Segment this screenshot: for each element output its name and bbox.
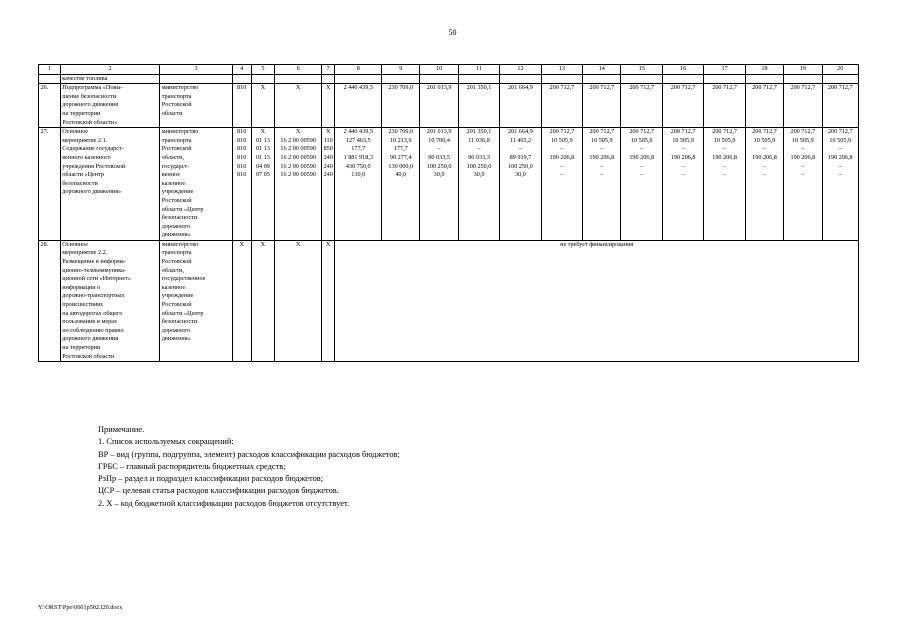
amount-value: – <box>560 162 564 170</box>
rzpr-value: 01 13 <box>255 136 270 144</box>
amount-value: 230 709,0 <box>388 128 414 136</box>
row-number-cell: 27. <box>39 128 61 241</box>
amount-value: – <box>838 162 842 170</box>
column-number-cell: 2 <box>60 65 160 75</box>
column-number-cell: 7 <box>321 65 334 75</box>
amount-value: 100 250,0 <box>426 162 452 170</box>
column-number-cell: 5 <box>251 65 275 75</box>
amount-value: – <box>681 162 685 170</box>
table-row-28 <box>39 240 859 361</box>
amount-value: – <box>437 145 441 153</box>
page-number: 50 <box>448 28 457 37</box>
amount-value: 89 919,7 <box>509 153 532 161</box>
amount-value: – <box>762 145 767 153</box>
continuation-row <box>39 74 859 84</box>
amount-value: – <box>681 145 685 153</box>
notes-line: ЦСР – целевая статья расходов классификации расходов бюджетов. <box>98 486 339 496</box>
rzpr-cell: Х <box>251 240 275 361</box>
vr-value: 240 <box>323 171 333 179</box>
column-number-cell: 10 <box>420 65 458 75</box>
amount-value: – <box>681 171 685 179</box>
csr-value: 16 2 00 00590 <box>280 145 316 153</box>
executor-line: движения» <box>161 231 191 239</box>
rzpr-value: 01 13 <box>255 145 270 153</box>
grbs-cell: 810 <box>232 84 251 128</box>
executor-line: Ростовской <box>161 258 192 266</box>
amount-value: 10 505,9 <box>551 136 573 144</box>
amount-value: – <box>518 145 522 153</box>
program-name-line: дорожного движения» <box>62 188 122 196</box>
amount-cell <box>382 128 420 241</box>
vr-cell: Х <box>321 84 334 128</box>
amount-value: 190 206,8 <box>670 153 696 161</box>
executor-cell <box>160 240 233 361</box>
amount-cell <box>621 128 662 241</box>
executor-line: транспорта <box>161 136 192 144</box>
notes-section <box>98 424 400 510</box>
amount-cell: 201 013,9 <box>420 84 458 128</box>
program-name-line: пользования и мерах <box>62 318 118 326</box>
amount-cell <box>704 128 745 241</box>
executor-line: Ростовской <box>161 301 192 309</box>
amount-value: – <box>600 145 604 153</box>
amount-value: 190 206,8 <box>629 153 655 161</box>
program-name-line: Основное <box>62 128 89 136</box>
amount-value: – <box>560 145 564 153</box>
amount-value: 200 712,7 <box>549 128 575 136</box>
amount-value: 2 440 439,5 <box>343 128 373 136</box>
amount-cell <box>420 128 458 241</box>
program-name-line: дорожного движения <box>62 335 119 343</box>
amount-value: 100 250,0 <box>508 162 533 170</box>
grbs-value: 810 <box>237 171 247 179</box>
amount-value: 201 664,9 <box>508 128 533 136</box>
amount-value: 190 206,8 <box>589 153 615 161</box>
grbs-cell: Х <box>232 240 251 361</box>
amount-value: 40,0 <box>395 171 407 179</box>
amount-value: – <box>801 171 805 179</box>
column-number-cell: 1 <box>39 65 61 75</box>
amount-value: 90 277,4 <box>389 153 412 161</box>
notes-title: Примечание. <box>98 425 145 434</box>
footer-file-path: Y:\ORST\Ppo\0601p502.f20.docx <box>38 604 123 611</box>
program-name-line: информации о <box>62 283 101 291</box>
amount-cell <box>662 128 703 241</box>
executor-line: Ростовской <box>161 196 192 204</box>
table-row-27 <box>39 128 859 241</box>
notes-line: РзПр – раздел и подраздел классификации расходов бюджетов; <box>98 474 324 484</box>
executor-line: министерство <box>161 128 199 136</box>
amount-cell: 200 712,7 <box>704 84 745 128</box>
executor-line: области, <box>161 153 185 161</box>
amount-value: 190 206,8 <box>790 153 816 161</box>
grbs-value: 810 <box>237 128 247 136</box>
program-name-line: дорожного движения <box>62 101 119 109</box>
amount-value: 90 033,5 <box>428 153 450 161</box>
vr-value: Х <box>325 128 331 136</box>
amount-value: 10 505,9 <box>713 136 736 144</box>
executor-line: государственное <box>161 275 206 283</box>
amount-value: 200 712,7 <box>712 128 737 136</box>
amount-value: – <box>838 171 842 179</box>
notes-line: ВР – вид (группа, подгруппа, элемент) расходов классификации расходов бюджетов; <box>98 449 400 459</box>
executor-line: дорожного <box>161 222 191 230</box>
amount-value: 10 505,9 <box>672 136 694 144</box>
amount-value: 30,0 <box>515 171 526 179</box>
budget-table <box>38 64 859 362</box>
program-name-cell <box>60 84 160 128</box>
program-name-line: Подпрограмма «Повы- <box>62 84 123 92</box>
vr-cell <box>321 128 334 241</box>
grbs-value: 810 <box>237 162 247 170</box>
grbs-value: 810 <box>237 153 247 161</box>
program-name-line: Основное <box>62 240 89 248</box>
program-name-line: ционно-телекоммуника- <box>62 266 126 274</box>
csr-cell: Х <box>275 240 322 361</box>
amount-value: – <box>762 162 767 170</box>
amount-value: 30,0 <box>473 171 485 179</box>
amount-value: – <box>560 171 564 179</box>
program-name-line: Размещение в информа- <box>62 258 126 266</box>
executor-line: области <box>161 109 183 117</box>
amount-value: 200 712,7 <box>589 128 615 136</box>
amount-cell: 2 440 439,5 <box>335 84 382 128</box>
column-number-cell: 6 <box>275 65 322 75</box>
amount-value: 201 013,9 <box>426 128 452 136</box>
rzpr-value: 07 05 <box>255 171 270 179</box>
csr-value: 16 2 00 00590 <box>280 136 316 144</box>
program-name-line: по соблюдению правил <box>62 326 124 334</box>
vr-value: 240 <box>323 153 333 161</box>
program-name-line: учреждения Ростовской <box>62 162 126 170</box>
amount-value: – <box>801 162 805 170</box>
executor-line: венное <box>161 171 180 179</box>
amount-cell <box>784 128 822 241</box>
no-financing-cell: не требует финансирования <box>335 240 859 361</box>
executor-line: области «Центр <box>161 309 204 317</box>
vr-value: 240 <box>323 162 333 170</box>
amount-value: – <box>640 145 644 153</box>
program-name-line: на территории <box>62 109 101 117</box>
amount-value: 130,0 <box>351 171 366 179</box>
amount-value: 130 000,0 <box>388 162 414 170</box>
notes-line: ГРБС – главный распорядитель бюджетных средств; <box>98 461 286 471</box>
amount-value: 127 463,5 <box>345 136 371 144</box>
amount-cell <box>583 128 621 241</box>
program-name-line: мероприятие 2.1. <box>62 136 108 144</box>
amount-value: 10 505,9 <box>590 136 613 144</box>
amount-value: 190 206,8 <box>752 153 777 161</box>
column-number-cell: 17 <box>704 65 745 75</box>
column-number-cell: 9 <box>382 65 420 75</box>
amount-value: 10 505,9 <box>829 136 852 144</box>
program-name-line: происшествиях <box>62 301 104 309</box>
amount-value: – <box>723 171 727 179</box>
executor-line: безопасности <box>161 318 198 326</box>
vr-value: 850 <box>323 145 333 153</box>
amount-value: 10 700,4 <box>428 136 450 144</box>
amount-value: 190 206,8 <box>827 153 853 161</box>
amount-cell: 200 712,7 <box>621 84 662 128</box>
amount-cell: 201 350,1 <box>458 84 499 128</box>
vr-value: 110 <box>323 136 333 144</box>
executor-line: Ростовской <box>161 145 192 153</box>
executor-line: учреждение <box>161 292 194 300</box>
program-name-line: мероприятие 2.2. <box>62 249 108 257</box>
grbs-value: 810 <box>237 145 247 153</box>
executor-cell <box>160 128 233 241</box>
column-number-cell: 20 <box>822 65 858 75</box>
column-number-cell: 11 <box>458 65 499 75</box>
amount-value: 1 881 918,3 <box>343 153 373 161</box>
rzpr-cell: Х <box>251 84 275 128</box>
amount-value: 190 206,8 <box>712 153 737 161</box>
executor-line: дорожного <box>161 326 191 334</box>
column-number-cell: 4 <box>232 65 251 75</box>
amount-value: 200 712,7 <box>827 128 853 136</box>
amount-cell: 200 712,7 <box>583 84 621 128</box>
amount-value: 201 350,1 <box>466 128 492 136</box>
amount-cell <box>335 128 382 241</box>
amount-value: 200 712,7 <box>752 128 777 136</box>
amount-value: – <box>640 162 644 170</box>
program-name-line: области «Центр <box>62 171 104 179</box>
executor-line: области «Центр <box>161 205 204 213</box>
amount-value: 11 036,8 <box>468 136 490 144</box>
amount-cell: 200 712,7 <box>784 84 822 128</box>
rzpr-value: Х <box>260 128 266 136</box>
csr-value: 16 2 00 00590 <box>280 153 316 161</box>
amount-value: 11 465,2 <box>509 136 532 144</box>
program-name-cell <box>60 240 160 361</box>
executor-line: государст- <box>161 162 190 170</box>
rzpr-value: 01 13 <box>255 153 270 161</box>
rzpr-cell <box>251 128 275 241</box>
executor-line: казенное <box>161 283 186 291</box>
amount-value: 200 712,7 <box>670 128 696 136</box>
executor-line: казенное <box>161 179 186 187</box>
amount-value: 10 505,9 <box>792 136 814 144</box>
amount-cell: 200 712,7 <box>822 84 858 128</box>
amount-value: 177,7 <box>393 145 408 153</box>
amount-value: – <box>600 162 604 170</box>
amount-value: 100 250,0 <box>466 162 492 170</box>
amount-value: 90 033,3 <box>468 153 490 161</box>
executor-line: Ростовской <box>161 101 192 109</box>
header-number-row <box>39 65 859 75</box>
program-name-line: дорожно-транспортных <box>62 292 125 300</box>
notes-line: 1. Список используемых сокращений: <box>98 437 234 447</box>
row-number-cell: 28. <box>39 240 61 361</box>
row-number-cell: 26. <box>39 84 61 128</box>
amount-value: 430 750,0 <box>345 162 371 170</box>
column-number-cell: 18 <box>745 65 783 75</box>
executor-line: учреждение <box>161 188 194 196</box>
amount-value: 190 206,8 <box>549 153 575 161</box>
amount-value: 10 505,9 <box>753 136 776 144</box>
amount-cell <box>458 128 499 241</box>
amount-cell: 200 712,7 <box>662 84 703 128</box>
executor-line: безопасности <box>161 214 198 222</box>
amount-cell: 230 709,0 <box>382 84 420 128</box>
amount-value: – <box>723 145 727 153</box>
amount-value: – <box>801 145 805 153</box>
vr-cell: Х <box>321 240 334 361</box>
amount-cell <box>822 128 858 241</box>
amount-cell <box>500 128 541 241</box>
program-name-line: Ростовской области» <box>62 118 118 126</box>
amount-value: – <box>723 162 727 170</box>
executor-line: транспорта <box>161 92 192 100</box>
amount-cell: 201 664,9 <box>500 84 541 128</box>
amount-value: 200 712,7 <box>790 128 816 136</box>
executor-line: транспорта <box>161 249 192 257</box>
column-number-cell: 19 <box>784 65 822 75</box>
column-number-cell: 3 <box>160 65 233 75</box>
program-name-line: на территории <box>62 344 101 351</box>
executor-line: министерство <box>161 240 199 248</box>
amount-value: 10 213,9 <box>389 136 412 144</box>
continuation-text: качестве топлива <box>60 74 160 84</box>
column-number-cell: 13 <box>541 65 582 75</box>
column-number-cell: 8 <box>335 65 382 75</box>
program-name-line: ционной сети «Интернет» <box>62 275 131 283</box>
column-number-cell: 15 <box>621 65 662 75</box>
column-number-cell: 16 <box>662 65 703 75</box>
amount-value: 10 505,9 <box>630 136 653 144</box>
program-name-line: на автодорогах общего <box>62 309 123 317</box>
notes-line: 2. Х – код бюджетной классификации расходов бюджетов отсутствует. <box>98 498 350 508</box>
csr-value: Х <box>295 128 301 136</box>
executor-line: министерство <box>161 84 199 92</box>
program-name-line: Ростовской области <box>62 352 115 360</box>
csr-value: 16 2 00 00590 <box>280 171 316 179</box>
amount-value: – <box>762 171 767 179</box>
program-name-line: шение безопасности <box>62 92 117 100</box>
amount-value: – <box>838 145 842 153</box>
program-name-cell <box>60 128 160 241</box>
program-name-line: безопасности <box>62 179 98 187</box>
program-name-line: венного казенного <box>62 153 111 161</box>
column-number-cell: 12 <box>500 65 541 75</box>
rzpr-value: 04 09 <box>255 162 270 170</box>
column-number-cell: 14 <box>583 65 621 75</box>
amount-value: 177,7 <box>351 145 366 153</box>
amount-value: 200 712,7 <box>629 128 655 136</box>
amount-value: – <box>477 145 481 153</box>
executor-line: области, <box>161 266 185 274</box>
program-name-line: Содержание государст- <box>62 145 124 153</box>
grbs-cell <box>232 128 251 241</box>
table-row-26 <box>39 84 859 128</box>
amount-cell <box>541 128 582 241</box>
amount-cell <box>745 128 783 241</box>
amount-value: 30,0 <box>433 171 445 179</box>
amount-cell: 200 712,7 <box>745 84 783 128</box>
csr-cell: Х <box>275 84 322 128</box>
amount-value: – <box>640 171 644 179</box>
executor-cell <box>160 84 233 128</box>
amount-value: – <box>600 171 604 179</box>
csr-value: 16 2 00 00590 <box>280 162 316 170</box>
csr-cell <box>275 128 322 241</box>
grbs-value: 810 <box>237 136 247 144</box>
executor-line: движения» <box>161 335 191 343</box>
amount-cell: 200 712,7 <box>541 84 582 128</box>
